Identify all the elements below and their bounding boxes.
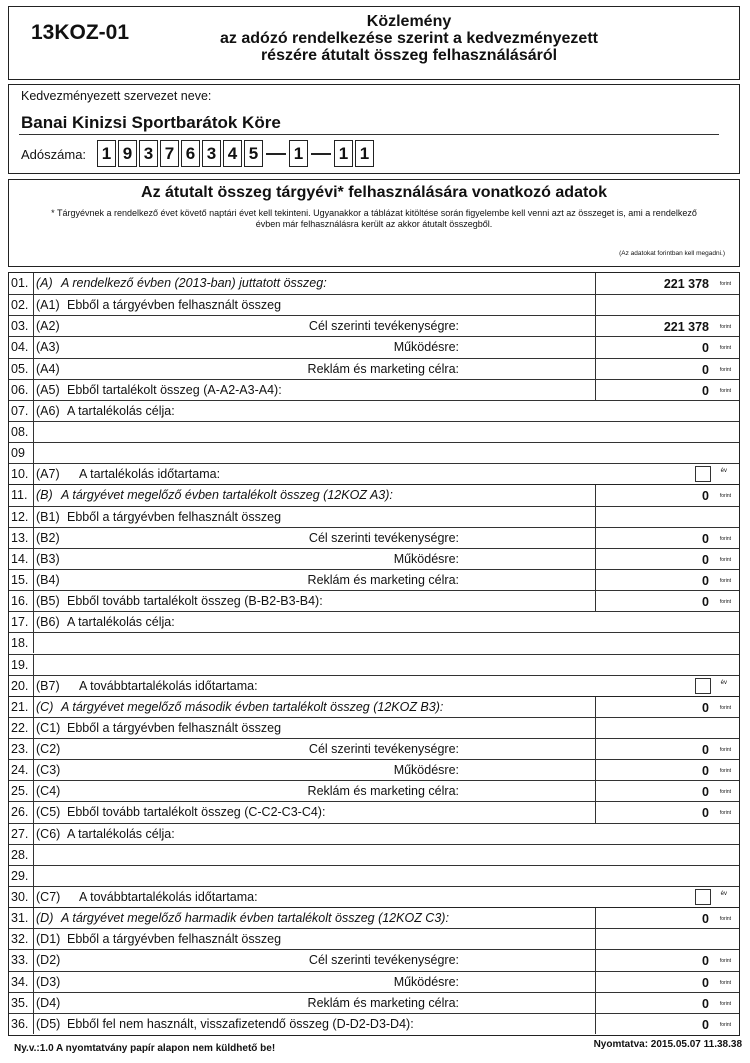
table-row <box>9 358 739 379</box>
empty-cell <box>595 824 739 844</box>
amount-value: 0 <box>702 743 709 758</box>
table-row <box>9 717 739 738</box>
empty-cell <box>595 507 739 527</box>
row-code: (A6) <box>36 403 60 418</box>
table-row <box>9 675 739 696</box>
row-number: 07. <box>9 401 34 421</box>
row-category-label: Reklám és marketing célra: <box>307 784 459 799</box>
row-category-label: Cél szerinti tevékenységre: <box>308 319 459 334</box>
forint-unit-label: forint <box>719 810 731 817</box>
row-description: Ebből a tárgyévben felhasznált összeg <box>67 720 282 735</box>
amount-cell[interactable] <box>595 273 739 294</box>
section-heading-box <box>8 179 740 267</box>
form-code: 13KOZ-01 <box>31 21 130 44</box>
forint-unit-label: forint <box>719 281 731 287</box>
row-code: (A5) <box>36 382 60 397</box>
row-number: 14. <box>9 549 34 569</box>
row-number: 23. <box>9 739 34 759</box>
amount-cell[interactable] <box>595 316 739 336</box>
row-category-label: Cél szerinti tevékenységre: <box>308 953 459 968</box>
row-number: 15. <box>9 570 34 590</box>
table-row <box>9 315 739 336</box>
data-table <box>8 272 740 1036</box>
row-description: A továbbtartalékolás időtartama: <box>79 678 258 693</box>
row-code: (C7) <box>36 890 61 905</box>
row-code: (A4) <box>36 361 60 376</box>
forint-unit-label: forint <box>719 958 731 965</box>
row-number: 30. <box>9 887 34 907</box>
table-row <box>9 696 739 717</box>
row-code: (C5) <box>36 805 61 820</box>
empty-cell <box>595 443 739 463</box>
currency-note: (Az adatokat forintban kell megadni.) <box>619 250 725 257</box>
forint-unit-label: forint <box>719 387 731 394</box>
table-row <box>9 379 739 400</box>
form-header <box>8 6 740 80</box>
forint-unit-label: forint <box>719 345 731 352</box>
empty-cell <box>595 929 739 949</box>
row-description: Ebből tartalékolt összeg (A-A2-A3-A4): <box>67 382 282 397</box>
table-row <box>9 506 739 527</box>
row-number: 08. <box>9 422 34 442</box>
row-number: 05. <box>9 359 34 379</box>
table-row <box>9 463 739 484</box>
row-code: (A) <box>36 276 53 290</box>
table-row <box>9 273 739 294</box>
amount-value: 0 <box>702 573 709 588</box>
duration-cell <box>595 676 739 696</box>
duration-cell <box>595 464 739 484</box>
row-description: A tárgyévet megelőző harmadik évben tartalékolt összeg (12KOZ C3): <box>61 911 449 926</box>
table-row <box>9 590 739 611</box>
row-code: (B2) <box>36 530 60 545</box>
row-number: 26. <box>9 802 34 822</box>
table-row <box>9 569 739 590</box>
row-number: 20. <box>9 676 34 696</box>
amount-value: 0 <box>702 954 709 969</box>
footer-printed: Nyomtatva: 2015.05.07 11.38.38 <box>593 1039 742 1050</box>
row-code: (C6) <box>36 826 61 841</box>
row-code: (B3) <box>36 551 60 566</box>
forint-unit-label: forint <box>719 747 731 754</box>
row-number: 33. <box>9 950 34 970</box>
row-number: 35. <box>9 993 34 1013</box>
row-number: 28. <box>9 845 34 865</box>
row-number: 34. <box>9 972 34 992</box>
row-code: (D1) <box>36 932 61 947</box>
row-code: (D) <box>36 911 54 926</box>
row-category-label: Működésre: <box>393 551 459 566</box>
amount-value: 0 <box>702 700 709 715</box>
row-code: (B4) <box>36 572 60 587</box>
amount-value: 0 <box>702 552 709 567</box>
amount-cell[interactable] <box>595 359 739 379</box>
amount-value: 0 <box>702 341 709 356</box>
row-category-label: Cél szerinti tevékenységre: <box>308 742 459 757</box>
amount-cell[interactable] <box>595 1014 739 1034</box>
row-category-label: Működésre: <box>393 974 459 989</box>
row-number: 16. <box>9 591 34 611</box>
forint-unit-label: forint <box>719 599 731 606</box>
row-code: (D5) <box>36 1016 61 1031</box>
table-row <box>9 844 739 865</box>
row-description: Ebből fel nem használt, visszafizetendő összeg (D-D2-D3-D4): <box>67 1016 414 1031</box>
forint-unit-label: forint <box>719 556 731 563</box>
tax-number-field[interactable] <box>97 140 376 167</box>
forint-unit-label: forint <box>719 704 731 711</box>
year-unit-label: év <box>720 891 727 898</box>
row-number: 36. <box>9 1014 34 1034</box>
table-row <box>9 738 739 759</box>
amount-cell[interactable] <box>595 528 739 548</box>
amount-value: 0 <box>702 531 709 546</box>
row-code: (A1) <box>36 298 60 313</box>
row-code: (B5) <box>36 594 60 609</box>
amount-cell[interactable] <box>595 760 739 780</box>
row-number: 12. <box>9 507 34 527</box>
amount-value: 0 <box>702 912 709 927</box>
row-number: 22. <box>9 718 34 738</box>
row-number: 29. <box>9 866 34 886</box>
row-category-label: Reklám és marketing célra: <box>307 995 459 1010</box>
row-number: 19. <box>9 655 34 675</box>
empty-cell <box>595 845 739 865</box>
amount-value: 0 <box>702 1017 709 1032</box>
year-unit-label: év <box>720 468 727 475</box>
tax-digit-box[interactable]: 1 <box>97 140 116 167</box>
forint-unit-label: forint <box>719 1021 731 1028</box>
table-row <box>9 971 739 992</box>
table-row <box>9 992 739 1013</box>
table-row <box>9 759 739 780</box>
row-number: 18. <box>9 633 34 653</box>
forint-unit-label: forint <box>719 768 731 775</box>
row-code: (D2) <box>36 953 61 968</box>
year-unit-label: év <box>720 679 727 686</box>
duration-year-box[interactable] <box>695 678 711 694</box>
row-code: (D4) <box>36 995 61 1010</box>
empty-cell <box>595 612 739 632</box>
tax-number-dash <box>311 153 331 155</box>
forint-unit-label: forint <box>719 1000 731 1007</box>
amount-cell[interactable] <box>595 591 739 611</box>
duration-year-box[interactable] <box>695 889 711 905</box>
forint-unit-label: forint <box>719 493 731 500</box>
row-number: 10. <box>9 464 34 484</box>
table-row <box>9 907 739 928</box>
amount-cell[interactable] <box>595 781 739 801</box>
tax-digit-box[interactable]: 9 <box>118 140 137 167</box>
duration-year-box[interactable] <box>695 466 711 482</box>
amount-cell[interactable] <box>595 380 739 400</box>
amount-cell[interactable] <box>595 485 739 505</box>
amount-value: 221 378 <box>663 277 709 291</box>
amount-value: 0 <box>702 764 709 779</box>
row-category-label: Cél szerinti tevékenységre: <box>308 530 459 545</box>
amount-cell[interactable] <box>595 549 739 569</box>
table-row <box>9 632 739 653</box>
table-row <box>9 548 739 569</box>
row-category-label: Működésre: <box>393 340 459 355</box>
row-description: A tárgyévet megelőző évben tartalékolt összeg (12KOZ A3): <box>61 488 393 503</box>
amount-value: 0 <box>702 806 709 821</box>
row-number: 32. <box>9 929 34 949</box>
row-description: Ebből tovább tartalékolt összeg (C-C2-C3-C4): <box>67 805 326 820</box>
row-number: 04. <box>9 337 34 357</box>
row-number: 31. <box>9 908 34 928</box>
tax-digit-box[interactable]: 3 <box>202 140 221 167</box>
amount-value: 0 <box>702 975 709 990</box>
row-code: (C2) <box>36 742 61 757</box>
tax-digit-box[interactable]: 1 <box>355 140 374 167</box>
row-number: 06. <box>9 380 34 400</box>
table-row <box>9 442 739 463</box>
tax-digit-box[interactable]: 1 <box>334 140 353 167</box>
footer-version: Ny.v.:1.0 A nyomtatvány papír alapon nem küldhető be! <box>14 1043 276 1054</box>
row-category-label: Működésre: <box>393 763 459 778</box>
row-description: Ebből a tárgyévben felhasznált összeg <box>67 509 282 524</box>
row-description: Ebből a tárgyévben felhasznált összeg <box>67 298 282 313</box>
amount-value: 0 <box>702 996 709 1011</box>
table-row <box>9 400 739 421</box>
row-number: 21. <box>9 697 34 717</box>
table-row <box>9 421 739 442</box>
table-row <box>9 886 739 907</box>
row-description: A tárgyévet megelőző második évben tartalékolt összeg (12KOZ B3): <box>61 699 444 714</box>
form-title <box>149 13 669 64</box>
row-code: (B1) <box>36 509 60 524</box>
row-code: (A2) <box>36 319 60 334</box>
row-number: 03. <box>9 316 34 336</box>
amount-value: 0 <box>702 362 709 377</box>
amount-cell[interactable] <box>595 739 739 759</box>
title-line-2: az adózó rendelkezése szerint a kedvezményezett <box>220 30 598 47</box>
section-title: Az átutalt összeg tárgyévi* felhasználására vonatkozó adatok <box>141 184 607 201</box>
row-code: (B7) <box>36 678 60 693</box>
row-description: Ebből tovább tartalékolt összeg (B-B2-B3-B4): <box>67 594 323 609</box>
amount-value: 0 <box>702 489 709 504</box>
row-number: 25. <box>9 781 34 801</box>
beneficiary-box <box>8 84 740 174</box>
beneficiary-name-underline <box>19 134 719 135</box>
amount-cell[interactable] <box>595 337 739 357</box>
row-category-label: Reklám és marketing célra: <box>307 572 459 587</box>
empty-cell <box>595 718 739 738</box>
amount-value: 0 <box>702 785 709 800</box>
forint-unit-label: forint <box>719 916 731 923</box>
forint-unit-label: forint <box>719 789 731 796</box>
table-row <box>9 865 739 886</box>
row-code: (C1) <box>36 720 61 735</box>
tax-digit-box[interactable]: 1 <box>289 140 308 167</box>
amount-cell[interactable] <box>595 972 739 992</box>
amount-cell[interactable] <box>595 950 739 970</box>
tax-number-dash <box>266 153 286 155</box>
amount-cell[interactable] <box>595 802 739 822</box>
table-row <box>9 949 739 970</box>
amount-cell[interactable] <box>595 570 739 590</box>
tax-digit-box[interactable]: 5 <box>244 140 263 167</box>
row-description: Ebből a tárgyévben felhasznált összeg <box>67 932 282 947</box>
table-row <box>9 780 739 801</box>
forint-unit-label: forint <box>719 324 731 331</box>
amount-value: 0 <box>702 383 709 398</box>
row-number: 11. <box>9 485 34 505</box>
row-code: (C4) <box>36 784 61 799</box>
row-description: A tartalékolás célja: <box>67 403 175 418</box>
beneficiary-label: Kedvezményezett szervezet neve: <box>21 89 212 103</box>
amount-value: 0 <box>702 595 709 610</box>
empty-cell <box>595 295 739 315</box>
empty-cell <box>595 866 739 886</box>
table-row <box>9 336 739 357</box>
amount-cell[interactable] <box>595 697 739 717</box>
row-code: (B6) <box>36 615 60 630</box>
beneficiary-name-field[interactable]: Banai Kinizsi Sportbarátok Köre <box>21 113 281 132</box>
row-code: (C) <box>36 699 54 714</box>
row-code: (A7) <box>36 467 60 482</box>
row-number: 24. <box>9 760 34 780</box>
row-number: 27. <box>9 824 34 844</box>
amount-value: 221 378 <box>663 320 709 335</box>
table-row <box>9 527 739 548</box>
empty-cell <box>595 401 739 421</box>
row-number: 02. <box>9 295 34 315</box>
forint-unit-label: forint <box>719 979 731 986</box>
amount-cell[interactable] <box>595 993 739 1013</box>
tax-digit-box[interactable]: 7 <box>160 140 179 167</box>
row-code: (D3) <box>36 974 61 989</box>
title-line-1: Közlemény <box>366 13 452 30</box>
empty-cell <box>595 633 739 653</box>
table-row <box>9 294 739 315</box>
tax-digit-box[interactable]: 6 <box>181 140 200 167</box>
table-row <box>9 823 739 844</box>
row-description: A tartalékolás időtartama: <box>79 467 221 482</box>
row-code: (A3) <box>36 340 60 355</box>
tax-digit-box[interactable]: 3 <box>139 140 158 167</box>
row-number: 13. <box>9 528 34 548</box>
section-note: * Tárgyévnek a rendelkező évet követő naptári évet kell tekinteni. Ugyanakkor a táblázat kitöltése során figyelembe kell venni azt az összeget is, ami a rendelkező évben már felhasználásra került az akkor átutalt összegből. <box>51 208 697 229</box>
table-row <box>9 484 739 505</box>
title-line-3: részére átutalt összeg felhasználásáról <box>260 47 558 64</box>
row-category-label: Reklám és marketing célra: <box>307 361 459 376</box>
row-code: (C3) <box>36 763 61 778</box>
duration-cell <box>595 887 739 907</box>
empty-cell <box>595 655 739 675</box>
tax-number-label: Adószáma: <box>21 147 87 162</box>
table-row <box>9 654 739 675</box>
forint-unit-label: forint <box>719 535 731 542</box>
row-number: 17. <box>9 612 34 632</box>
row-description: A rendelkező évben (2013-ban) juttatott összeg: <box>61 276 327 290</box>
table-row <box>9 801 739 822</box>
table-row <box>9 928 739 949</box>
row-description: A továbbtartalékolás időtartama: <box>79 890 258 905</box>
row-code: (B) <box>36 488 53 503</box>
forint-unit-label: forint <box>719 577 731 584</box>
table-row <box>9 1013 739 1034</box>
empty-cell <box>595 422 739 442</box>
forint-unit-label: forint <box>719 366 731 373</box>
tax-digit-box[interactable]: 4 <box>223 140 242 167</box>
row-number: 09 <box>9 443 34 463</box>
amount-cell[interactable] <box>595 908 739 928</box>
table-row <box>9 611 739 632</box>
row-description: A tartalékolás célja: <box>67 615 175 630</box>
row-number: 01. <box>9 273 34 294</box>
row-description: A tartalékolás célja: <box>67 826 175 841</box>
